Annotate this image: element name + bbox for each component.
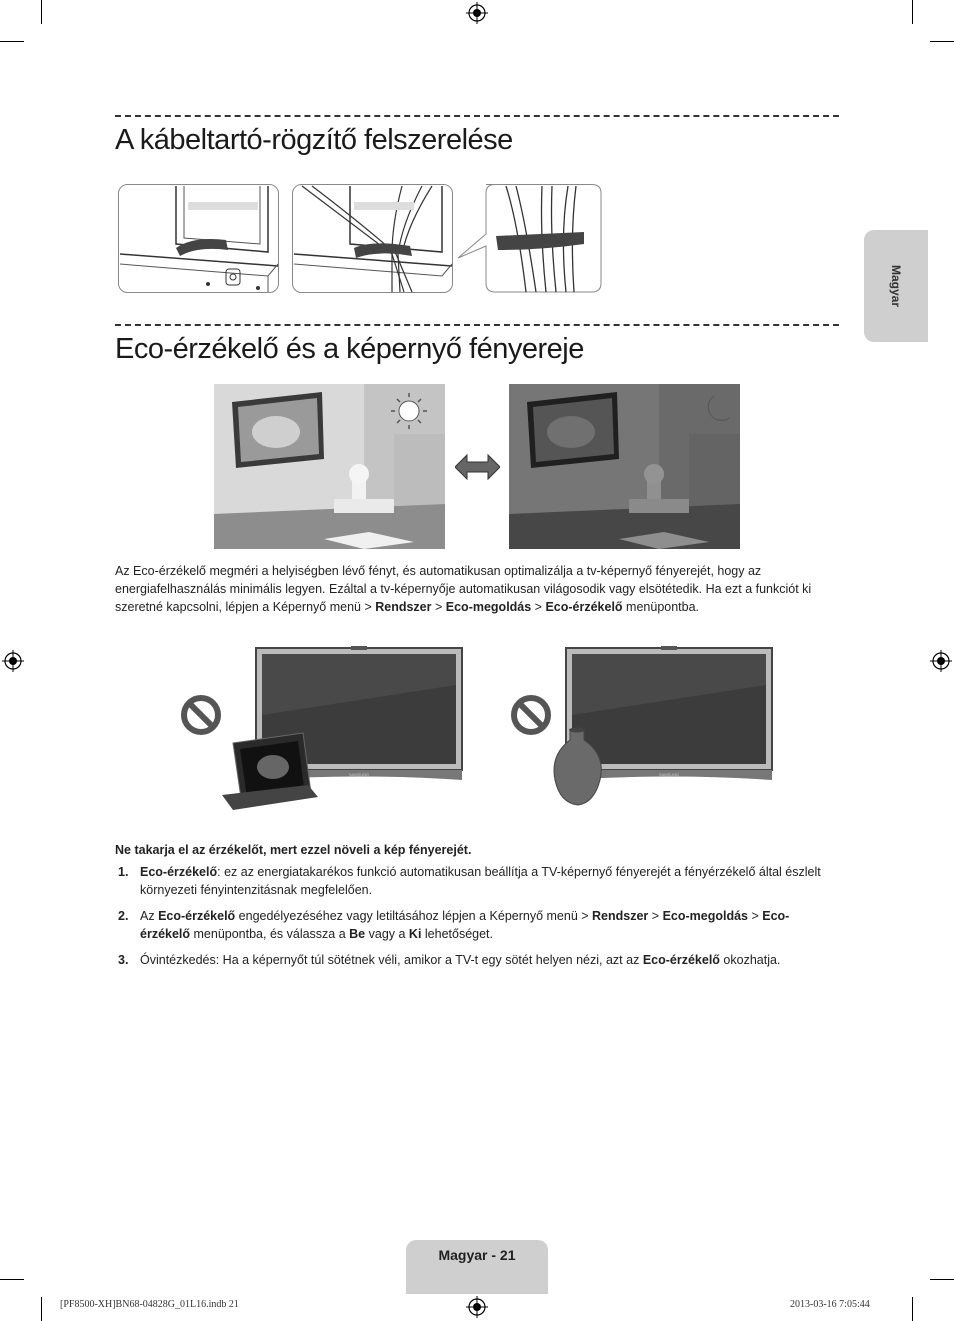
menu-path-eco-erzekelo: Eco-érzékelő <box>140 909 790 941</box>
photo-frame <box>222 733 318 810</box>
list-item-number: 3. <box>118 953 129 967</box>
section-divider <box>115 115 839 117</box>
prohibited-icon <box>184 698 218 732</box>
prohibited-icon <box>514 698 548 732</box>
footer-timestamp: 2013-03-16 7:05:44 <box>790 1299 870 1310</box>
menu-path-eco-erzekelo: Eco-érzékelő <box>545 600 623 614</box>
section-divider <box>115 324 839 326</box>
svg-text:SAMSUNG: SAMSUNG <box>348 772 370 777</box>
term-eco-erzekelo: Eco-érzékelő <box>140 865 218 879</box>
sensor-warning: Ne takarja el az érzékelőt, mert ezzel növeli a kép fényerejét. <box>115 843 472 857</box>
footer-file-info: [PF8500-XH]BN68-04828G_01L16.indb 21 <box>60 1299 239 1310</box>
list-item-text: lehetőséget. <box>421 927 494 941</box>
cable-holder-step1-illustration <box>118 184 279 293</box>
tv-with-photo-frame-illustration <box>178 645 468 815</box>
svg-text:SAMSUNG: SAMSUNG <box>658 772 680 777</box>
cable-holder-detail-illustration <box>456 184 602 293</box>
language-side-tab <box>864 230 928 342</box>
crop-mark <box>930 41 954 42</box>
list-item-text: Az <box>140 909 159 923</box>
list-item-text: : ez az energiatakarékos funkció automatikusan beállítja a TV-képernyő fényerejét a fényérzékelő által észlelt környezeti fényintenzitásnak megfelelően. <box>140 865 821 897</box>
list-item-text: engedélyezéséhez vagy letiltásához lépjen a Képernyő menü > <box>235 909 593 923</box>
list-item-text: Óvintézkedés: Ha a képernyőt túl sötétnek véli, amikor a TV-t egy sötét helyen nézi, azt az <box>140 953 643 967</box>
language-side-tab-label: Magyar <box>889 264 903 308</box>
crop-mark <box>912 1297 913 1321</box>
menu-path-eco-megoldas: Eco-megoldás <box>662 909 748 923</box>
registration-mark-icon <box>930 650 952 672</box>
menu-path-separator: > <box>648 909 663 923</box>
section-title-eco-sensor: Eco-érzékelő és a képernyő fényereje <box>115 333 584 365</box>
bright-room-photo <box>214 384 445 549</box>
description-text: Az Eco-érzékelő megméri a helyiségben lévő fényt, és automatikusan optimalizálja a tv-képernyő fényerejét, hogy az energiafelhasználás minimális legyen. Ezáltal a tv-képernyője automatikusan világosodik vagy elsötétedik. Ha ezt a funkciót ki szeretné kapcsolni, lépjen a Képernyő menü > <box>115 564 812 614</box>
list-item-text: menüpontba, és válassza a <box>190 927 350 941</box>
option-be: Be <box>349 927 366 941</box>
crop-mark <box>0 41 24 42</box>
list-item <box>115 907 839 943</box>
list-item-number: 1. <box>118 865 129 879</box>
term-eco-erzekelo: Eco-érzékelő <box>158 909 236 923</box>
list-item-number: 2. <box>118 909 129 923</box>
page-number-tab <box>406 1240 548 1294</box>
registration-mark-icon <box>2 650 24 672</box>
crop-mark <box>912 0 913 24</box>
menu-path-rendszer: Rendszer <box>592 909 649 923</box>
eco-sensor-description <box>115 562 839 616</box>
crop-mark <box>41 0 42 24</box>
registration-mark-icon <box>466 2 488 24</box>
list-item <box>115 951 839 969</box>
dark-room-photo <box>509 384 740 549</box>
crop-mark <box>0 1279 24 1280</box>
page-number-label: Magyar - 21 <box>438 1247 516 1263</box>
registration-mark-icon <box>466 1296 488 1318</box>
crop-mark <box>41 1297 42 1321</box>
cable-holder-step2-illustration <box>292 184 453 293</box>
eco-sensor-notes-list <box>115 863 839 977</box>
term-eco-erzekelo: Eco-érzékelő <box>642 953 720 967</box>
double-arrow-icon <box>455 452 500 482</box>
list-item-text: vagy a <box>365 927 409 941</box>
option-ki: Ki <box>408 927 422 941</box>
menu-path-rendszer: Rendszer <box>375 600 432 614</box>
list-item-text: okozhatja. <box>719 953 781 967</box>
menu-path-separator: > <box>531 600 546 614</box>
crop-mark <box>930 1279 954 1280</box>
section-title-cable-holder: A kábeltartó-rögzítő felszerelése <box>115 124 513 156</box>
menu-path-eco-megoldas: Eco-megoldás <box>445 600 532 614</box>
list-item <box>115 863 839 899</box>
description-text-end: menüpontba. <box>622 600 700 614</box>
tv-with-vase-illustration <box>508 645 778 815</box>
menu-path-separator: > <box>748 909 763 923</box>
menu-path-separator: > <box>431 600 446 614</box>
